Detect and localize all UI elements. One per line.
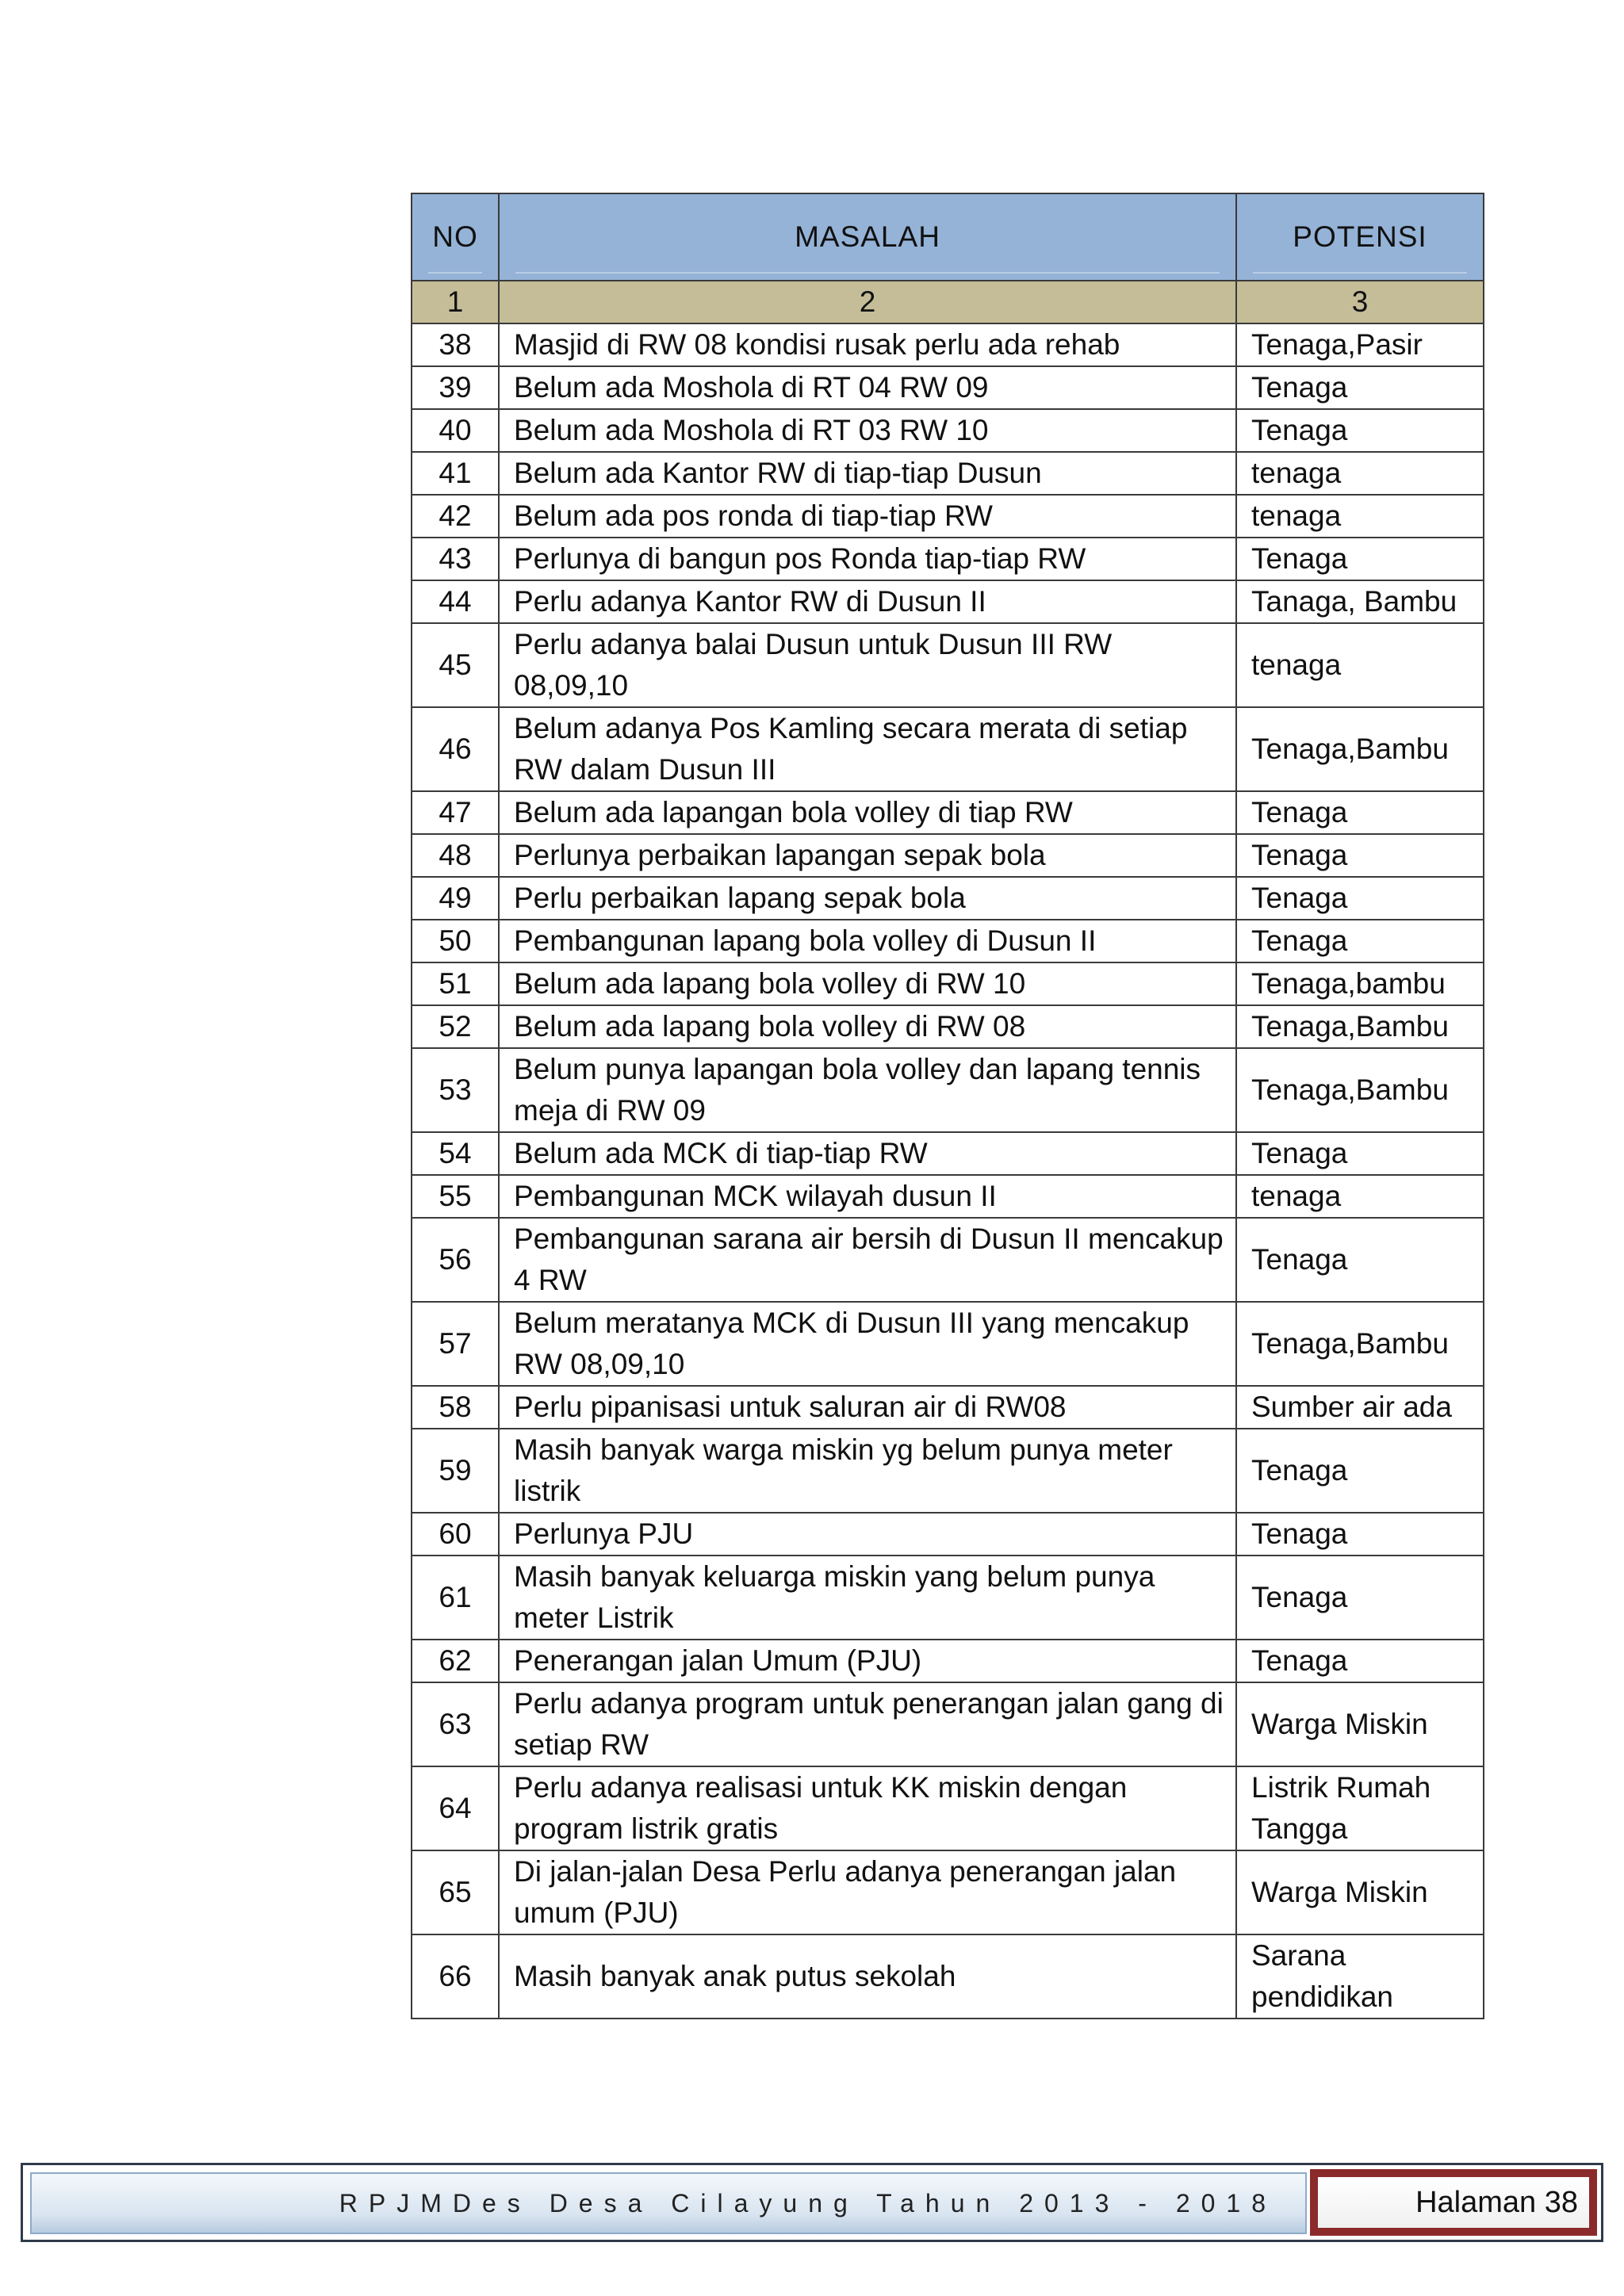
potensi-cell: Tenaga,Pasir [1236, 323, 1484, 366]
table-row [412, 409, 1484, 452]
row-number-cell: 65 [412, 1850, 499, 1934]
page-number-box [1310, 2169, 1597, 2236]
potensi-cell: Tenaga,Bambu [1236, 707, 1484, 791]
masalah-cell: Perlunya perbaikan lapangan sepak bola [499, 834, 1236, 877]
row-number-cell: 47 [412, 791, 499, 834]
table-row [412, 1302, 1484, 1386]
table-row [412, 1218, 1484, 1302]
masalah-cell: Perlunya di bangun pos Ronda tiap-tiap RW [499, 538, 1236, 580]
potensi-cell: Listrik Rumah Tangga [1236, 1766, 1484, 1850]
potensi-cell: Tenaga [1236, 877, 1484, 920]
potensi-cell: Sumber air ada [1236, 1386, 1484, 1429]
potensi-cell: Tenaga [1236, 834, 1484, 877]
table-row [412, 1682, 1484, 1766]
table-row [412, 707, 1484, 791]
potensi-cell: Tenaga [1236, 366, 1484, 409]
row-number-cell: 54 [412, 1132, 499, 1175]
table-row [412, 580, 1484, 623]
table-row [412, 1429, 1484, 1513]
masalah-cell: Belum ada Kantor RW di tiap-tiap Dusun [499, 452, 1236, 495]
column-number: 3 [1236, 281, 1484, 323]
table-row [412, 920, 1484, 962]
potensi-cell: Tenaga [1236, 1218, 1484, 1302]
table-row [412, 877, 1484, 920]
row-number-cell: 53 [412, 1048, 499, 1132]
table-row [412, 1005, 1484, 1048]
header-no: NO [412, 193, 499, 281]
row-number-cell: 38 [412, 323, 499, 366]
row-number-cell: 44 [412, 580, 499, 623]
masalah-cell: Belum adanya Pos Kamling secara merata di setiap RW dalam Dusun III [499, 707, 1236, 791]
page-number: Halaman 38 [1415, 2185, 1578, 2219]
masalah-cell: Perlu adanya Kantor RW di Dusun II [499, 580, 1236, 623]
row-number-cell: 50 [412, 920, 499, 962]
potensi-cell: Tenaga [1236, 1556, 1484, 1640]
row-number-cell: 46 [412, 707, 499, 791]
potensi-cell: Tenaga,bambu [1236, 962, 1484, 1005]
masalah-cell: Perlu adanya realisasi untuk KK miskin dengan program listrik gratis [499, 1766, 1236, 1850]
table-row [412, 1175, 1484, 1218]
potensi-cell: Tenaga,Bambu [1236, 1048, 1484, 1132]
potensi-cell: Tenaga [1236, 538, 1484, 580]
row-number-cell: 42 [412, 495, 499, 538]
masalah-cell: Belum ada Moshola di RT 03 RW 10 [499, 409, 1236, 452]
masalah-cell: Belum ada Moshola di RT 04 RW 09 [499, 366, 1236, 409]
table-row [412, 1640, 1484, 1682]
masalah-cell: Masih banyak warga miskin yg belum punya meter listrik [499, 1429, 1236, 1513]
masalah-cell: Perlu perbaikan lapang sepak bola [499, 877, 1236, 920]
table-row [412, 1556, 1484, 1640]
row-number-cell: 66 [412, 1934, 499, 2019]
row-number-cell: 58 [412, 1386, 499, 1429]
column-number-row [412, 281, 1484, 323]
row-number-cell: 62 [412, 1640, 499, 1682]
potensi-cell: tenaga [1236, 1175, 1484, 1218]
row-number-cell: 51 [412, 962, 499, 1005]
potensi-cell: Sarana pendidikan [1236, 1934, 1484, 2019]
masalah-cell: Pembangunan lapang bola volley di Dusun II [499, 920, 1236, 962]
table-header-row [412, 193, 1484, 281]
row-number-cell: 60 [412, 1513, 499, 1556]
masalah-cell: Belum punya lapangan bola volley dan lapang tennis meja di RW 09 [499, 1048, 1236, 1132]
table-row [412, 323, 1484, 366]
footer-band [30, 2172, 1307, 2234]
row-number-cell: 56 [412, 1218, 499, 1302]
row-number-cell: 52 [412, 1005, 499, 1048]
table-row [412, 791, 1484, 834]
masalah-cell: Belum ada MCK di tiap-tiap RW [499, 1132, 1236, 1175]
table-row [412, 1386, 1484, 1429]
table-row [412, 1513, 1484, 1556]
problems-potentials-table [411, 193, 1484, 2019]
column-number: 1 [412, 281, 499, 323]
table-row [412, 1934, 1484, 2019]
potensi-cell: tenaga [1236, 495, 1484, 538]
potensi-cell: Warga Miskin [1236, 1682, 1484, 1766]
masalah-cell: Perlu adanya program untuk penerangan jalan gang di setiap RW [499, 1682, 1236, 1766]
potensi-cell: Warga Miskin [1236, 1850, 1484, 1934]
row-number-cell: 45 [412, 623, 499, 707]
potensi-cell: Tenaga [1236, 1132, 1484, 1175]
table-row [412, 495, 1484, 538]
table-row [412, 1850, 1484, 1934]
potensi-cell: Tenaga [1236, 920, 1484, 962]
table-row [412, 1048, 1484, 1132]
potensi-cell: tenaga [1236, 623, 1484, 707]
row-number-cell: 41 [412, 452, 499, 495]
potensi-cell: tenaga [1236, 452, 1484, 495]
masalah-cell: Masih banyak keluarga miskin yang belum punya meter Listrik [499, 1556, 1236, 1640]
potensi-cell: Tenaga [1236, 1640, 1484, 1682]
masalah-cell: Penerangan jalan Umum (PJU) [499, 1640, 1236, 1682]
potensi-cell: Tenaga,Bambu [1236, 1005, 1484, 1048]
potensi-cell: Tenaga [1236, 791, 1484, 834]
row-number-cell: 39 [412, 366, 499, 409]
row-number-cell: 64 [412, 1766, 499, 1850]
masalah-cell: Belum ada lapang bola volley di RW 08 [499, 1005, 1236, 1048]
masalah-cell: Belum meratanya MCK di Dusun III yang mencakup RW 08,09,10 [499, 1302, 1236, 1386]
row-number-cell: 55 [412, 1175, 499, 1218]
potensi-cell: Tenaga,Bambu [1236, 1302, 1484, 1386]
table-row [412, 1766, 1484, 1850]
potensi-cell: Tenaga [1236, 409, 1484, 452]
table-row [412, 1132, 1484, 1175]
potensi-cell: Tenaga [1236, 1429, 1484, 1513]
row-number-cell: 61 [412, 1556, 499, 1640]
masalah-cell: Perlunya PJU [499, 1513, 1236, 1556]
table-row [412, 834, 1484, 877]
row-number-cell: 48 [412, 834, 499, 877]
masalah-cell: Belum ada lapang bola volley di RW 10 [499, 962, 1236, 1005]
row-number-cell: 63 [412, 1682, 499, 1766]
masalah-cell: Masih banyak anak putus sekolah [499, 1934, 1236, 2019]
table-row [412, 623, 1484, 707]
potensi-cell: Tanaga, Bambu [1236, 580, 1484, 623]
header-potensi: POTENSI [1236, 193, 1484, 281]
row-number-cell: 49 [412, 877, 499, 920]
column-number: 2 [499, 281, 1236, 323]
row-number-cell: 40 [412, 409, 499, 452]
header-masalah: MASALAH [499, 193, 1236, 281]
table-row [412, 366, 1484, 409]
masalah-cell: Belum ada lapangan bola volley di tiap RW [499, 791, 1236, 834]
masalah-cell: Perlu adanya balai Dusun untuk Dusun III RW 08,09,10 [499, 623, 1236, 707]
row-number-cell: 57 [412, 1302, 499, 1386]
row-number-cell: 43 [412, 538, 499, 580]
masalah-cell: Masjid di RW 08 kondisi rusak perlu ada rehab [499, 323, 1236, 366]
masalah-cell: Pembangunan MCK wilayah dusun II [499, 1175, 1236, 1218]
table-row [412, 538, 1484, 580]
masalah-cell: Perlu pipanisasi untuk saluran air di RW08 [499, 1386, 1236, 1429]
masalah-cell: Pembangunan sarana air bersih di Dusun II mencakup 4 RW [499, 1218, 1236, 1302]
potensi-cell: Tenaga [1236, 1513, 1484, 1556]
footer-doc-title: RPJMDes Desa Cilayung Tahun 2013 - 2018 [339, 2188, 1277, 2218]
table-row [412, 962, 1484, 1005]
table-row [412, 452, 1484, 495]
masalah-cell: Di jalan-jalan Desa Perlu adanya penerangan jalan umum (PJU) [499, 1850, 1236, 1934]
row-number-cell: 59 [412, 1429, 499, 1513]
masalah-cell: Belum ada pos ronda di tiap-tiap RW [499, 495, 1236, 538]
